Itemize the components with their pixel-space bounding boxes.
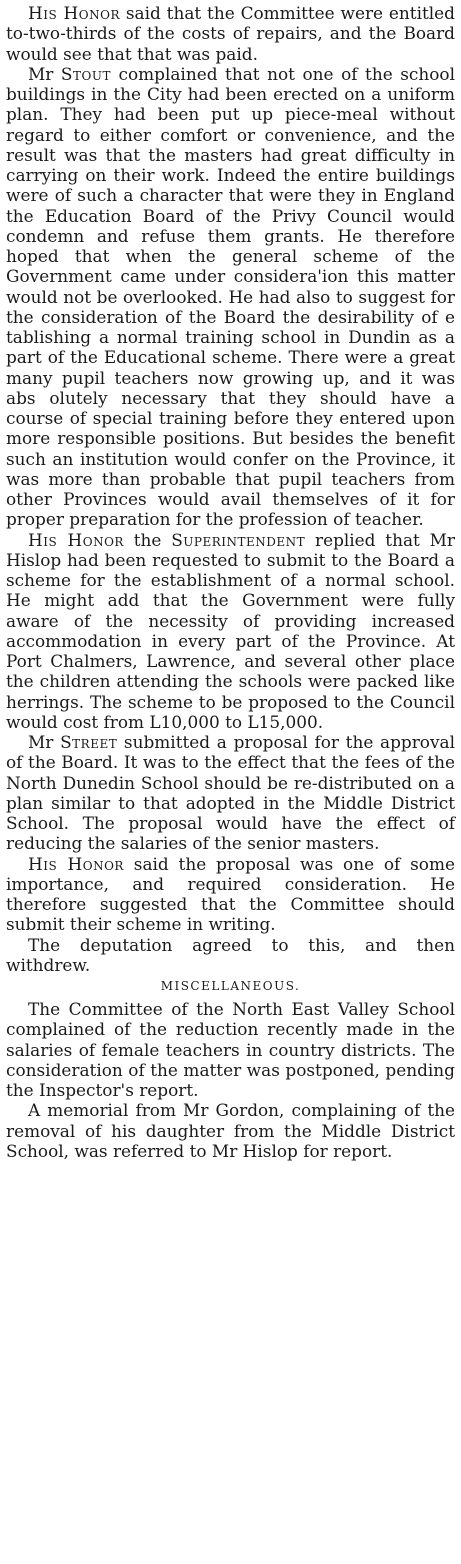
paragraph-text: said that the Committee were entitled to-two-thirds of the costs of repairs, and the Board would see that that was paid. — [6, 3, 455, 64]
speaker-name: Street — [60, 732, 118, 752]
paragraph-text: said the proposal was one of some importance, and required consideration. He therefore suggested that the Committee should submit their scheme in writing. — [6, 853, 455, 935]
paragraph-honor-repairs — [6, 3, 455, 64]
speaker-title: Superintendent — [171, 529, 306, 550]
paragraph-text: complained that not one of the school buildings in the City had been erected on a uniform plan. They had been put up piece-meal without regard to either comfort or convenience, and the result was that the masters had great difficulty in carrying on their work. Indeed the entire buildings were of such a character that were they in England the Education Board of the Privy Council would condemn and refuse them grants. He therefore hoped that when the general scheme of the Government came under considera'ion this matter would not be overlooked. He had also to suggest for the consideration of the Board the desirability of e tablishing a normal training school in Dundin as a part of the Educational scheme. There were a great many pupil teachers now growing up, and it was abs olutely necessary that they should have a course of special training before they entered upon more responsible positions. But besides the benefit such an institution would confer on the Province, it was more than probable that pupil teachers from other Provinces would avail themselves of it for proper preparation for the profession of teacher. — [6, 63, 455, 530]
paragraph-gordon-memorial — [6, 1100, 455, 1161]
paragraph-honor-scheme — [6, 854, 455, 935]
paragraph-text: submitted a proposal for the approval of the Board. It was to the effect that the fees of the North Dunedin School should be re-distributed on a plan similar to that adopted in the Middle District School. The proposal would have the effect of reducing the salaries of the senior masters. — [6, 732, 455, 854]
newspaper-column — [6, 3, 455, 1161]
paragraph-stout-complaint — [6, 64, 455, 530]
paragraph-text: The deputation agreed to this, and then withdrew. — [6, 934, 455, 975]
speaker-prefix: Mr — [28, 63, 61, 84]
speaker-name: His Honor — [28, 853, 124, 874]
paragraph-text: A memorial from Mr Gordon, complaining of the removal of his daughter from the Middle District School, was referred to Mr Hislop for report. — [6, 1100, 455, 1161]
paragraph-north-east-valley — [6, 999, 455, 1100]
section-heading: MISCELLANEOUS. — [160, 979, 301, 993]
speaker-name: His Honor — [28, 529, 124, 550]
speaker-name: Stout — [60, 63, 111, 84]
paragraph-text: The Committee of the North East Valley School complained of the reduction recently made in the salaries of female teachers in country districts. The consideration of the matter was postponed, pending the Inspector's report. — [6, 999, 455, 1100]
paragraph-deputation — [6, 935, 455, 976]
speaker-name: His Honor — [28, 3, 120, 23]
paragraph-text: replied that Mr Hislop had been requested to submit to the Board a scheme for the establishment of a normal school. He might add that the Government were fully aware of the necessity of providing increased accommodation in every part of the Province. At Port Chalmers, Lawrence, and several other place the children attending the schools were packed like herrings. The scheme to be proposed to the Council would cost from L10,000 to L15,000. — [6, 529, 455, 732]
speaker-connector: the — [123, 529, 172, 550]
paragraph-street-proposal — [6, 732, 455, 854]
speaker-prefix: Mr — [28, 732, 61, 752]
paragraph-superintendent-reply — [6, 530, 455, 733]
